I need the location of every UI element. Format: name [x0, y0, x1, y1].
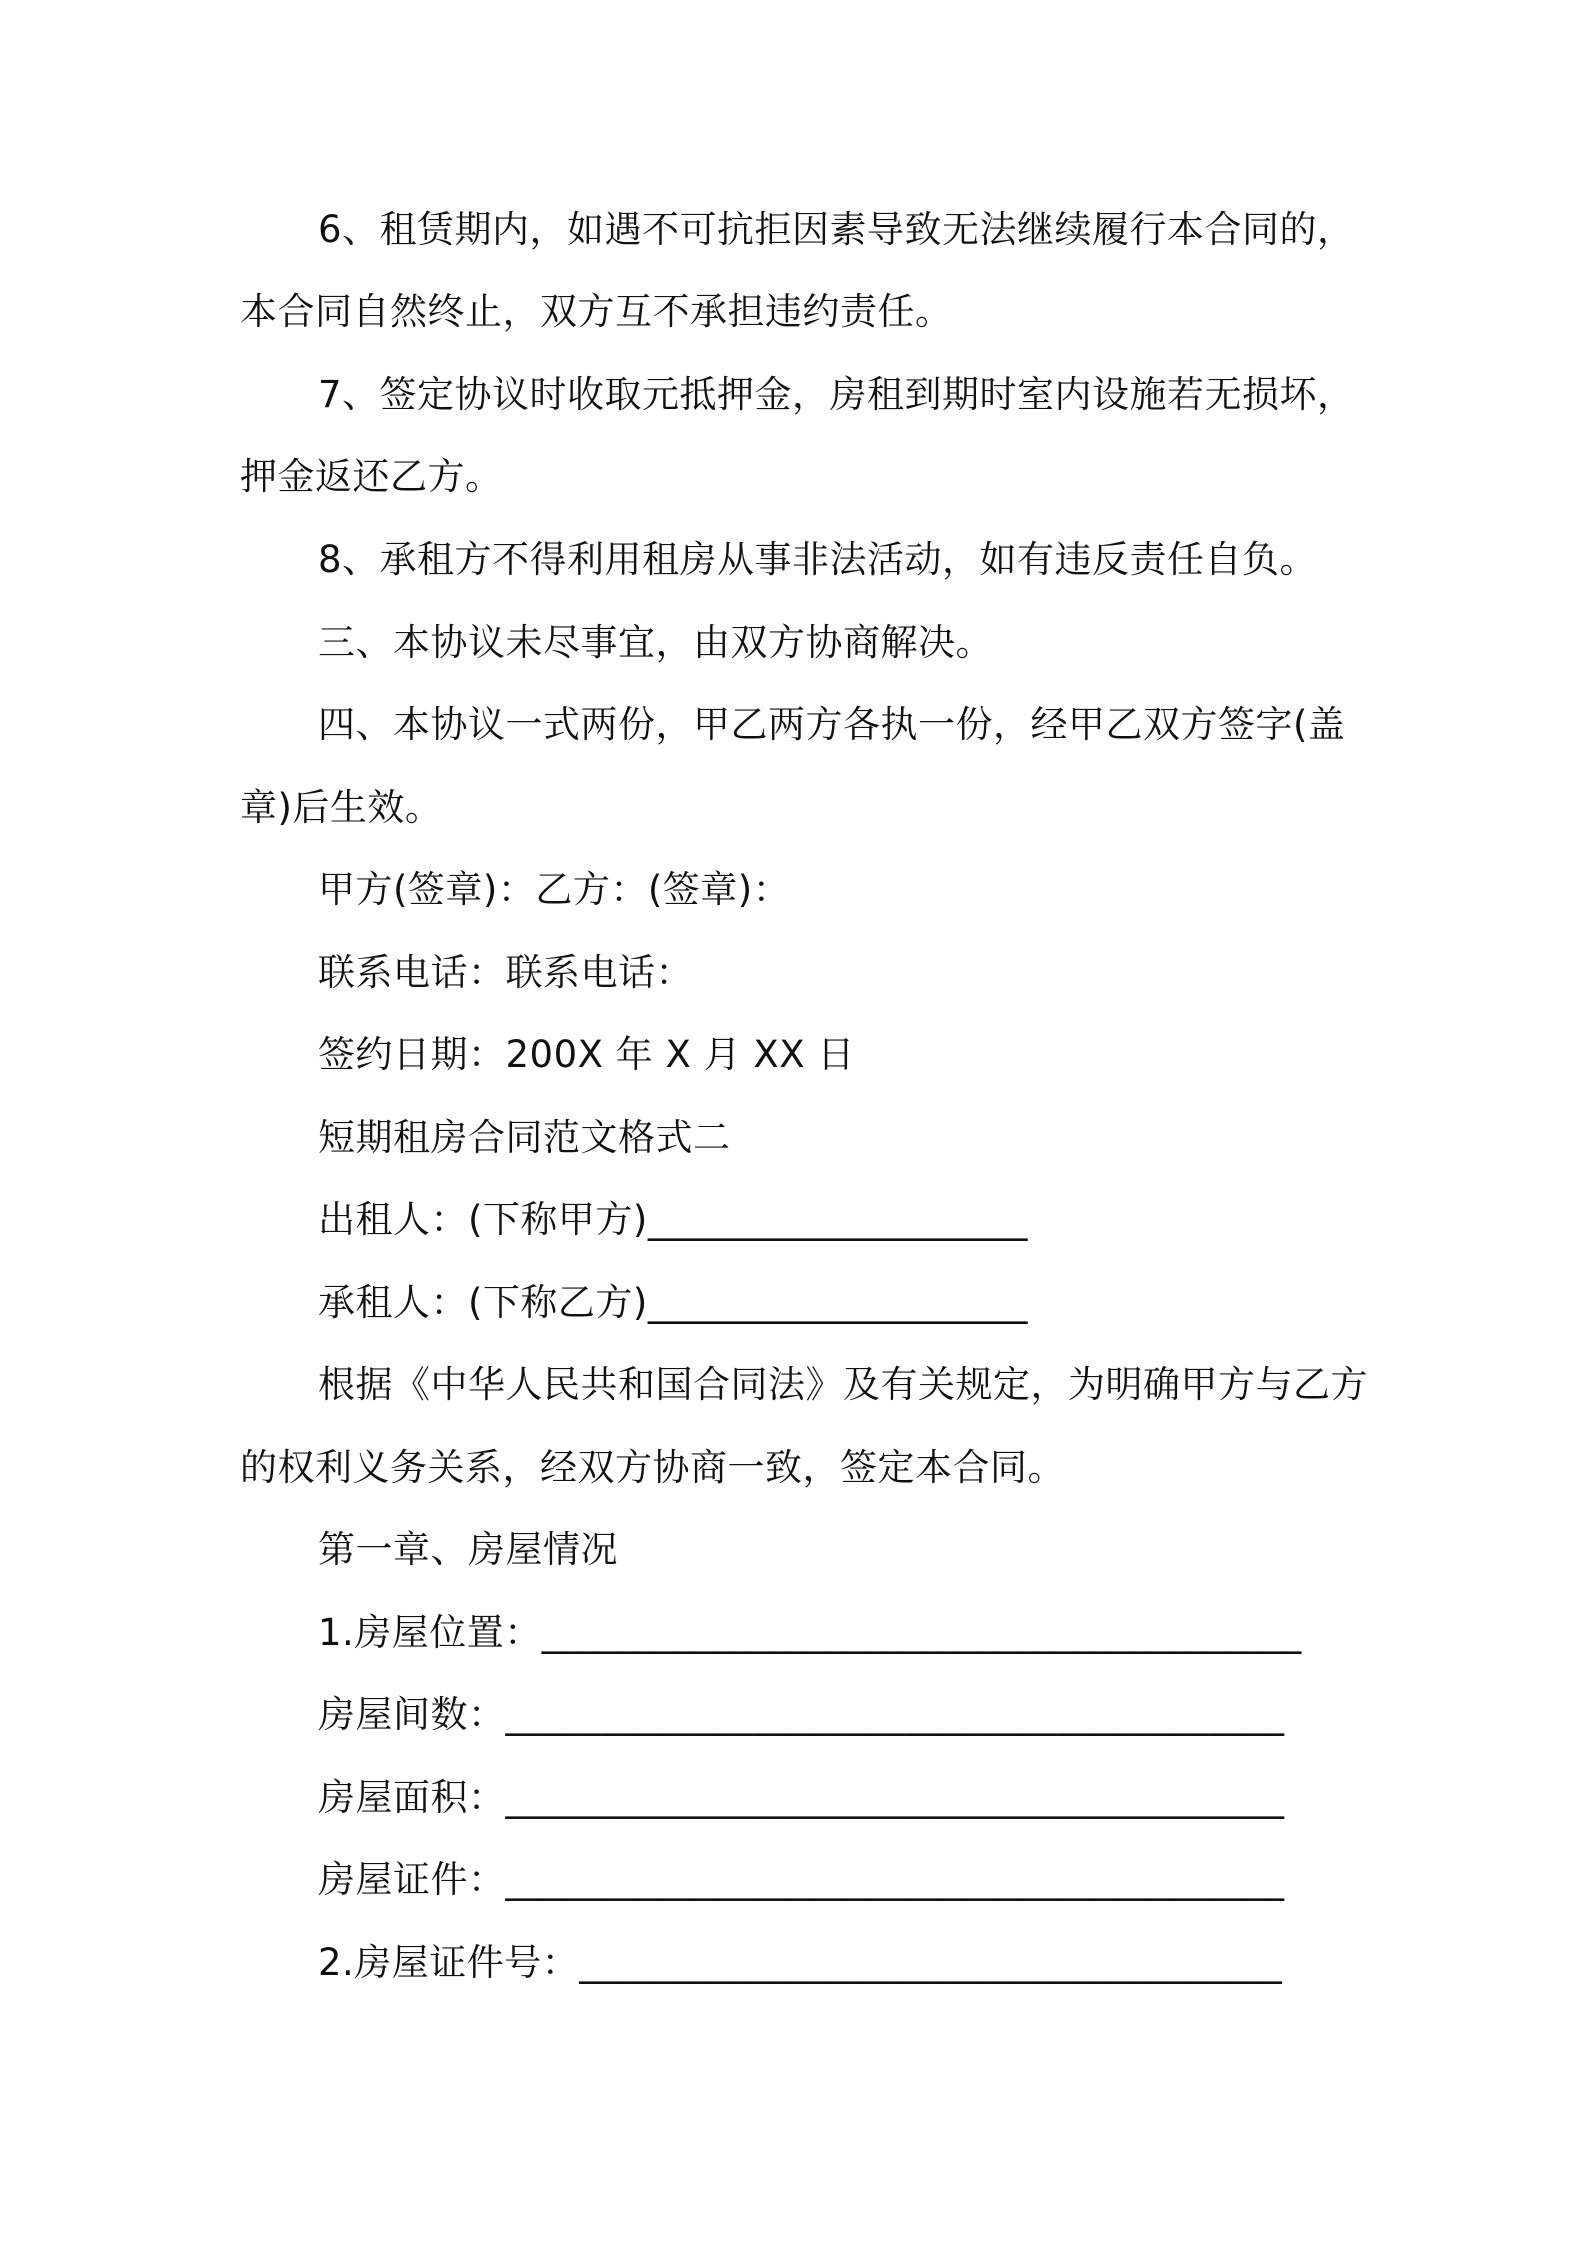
- paragraph-line: 6、租赁期内，如遇不可抗拒因素导致无法继续履行本合同的，: [318, 208, 1355, 251]
- paragraph-line: 三、本协议未尽事宜，由双方协商解决。: [318, 621, 993, 664]
- paragraph-line: 根据《中华人民共和国合同法》及有关规定，为明确甲方与乙方: [318, 1363, 1368, 1406]
- paragraph-line: 押金返还乙方。: [240, 455, 503, 498]
- paragraph-line: 的权利义务关系，经双方协商一致，签定本合同。: [240, 1446, 1065, 1489]
- paragraph-line: 8、承租方不得利用租房从事非法活动，如有违反责任自负。: [318, 538, 1318, 581]
- chapter-heading: 第一章、房屋情况: [318, 1528, 618, 1571]
- lessor-field: 出租人：(下称甲方)____________________: [318, 1198, 1028, 1241]
- paragraph-line: 章)后生效。: [240, 786, 443, 829]
- lessee-field: 承租人：(下称乙方)____________________: [318, 1281, 1028, 1324]
- paragraph-line: 7、签定协议时收取元抵押金，房租到期时室内设施若无损坏，: [318, 373, 1355, 416]
- paragraph-line: 本合同自然终止，双方互不承担违约责任。: [240, 290, 953, 333]
- house-location-field: 1.房屋位置：________________________________________: [318, 1611, 1302, 1654]
- contact-phone-line: 联系电话：联系电话：: [318, 951, 693, 994]
- sign-date-line: 签约日期：200X 年 X 月 XX 日: [318, 1033, 855, 1076]
- house-area-field: 房屋面积：_________________________________________: [318, 1776, 1285, 1819]
- house-certificate-field: 房屋证件：_________________________________________: [318, 1858, 1285, 1901]
- section-title: 短期租房合同范文格式二: [318, 1116, 731, 1159]
- paragraph-line: 四、本协议一式两份，甲乙两方各执一份，经甲乙双方签字(盖: [318, 703, 1346, 746]
- house-rooms-field: 房屋间数：_________________________________________: [318, 1693, 1285, 1736]
- signature-line: 甲方(签章)：乙方：(签章)：: [318, 868, 791, 911]
- house-certificate-number-field: 2.房屋证件号：_____________________________________: [318, 1941, 1283, 1984]
